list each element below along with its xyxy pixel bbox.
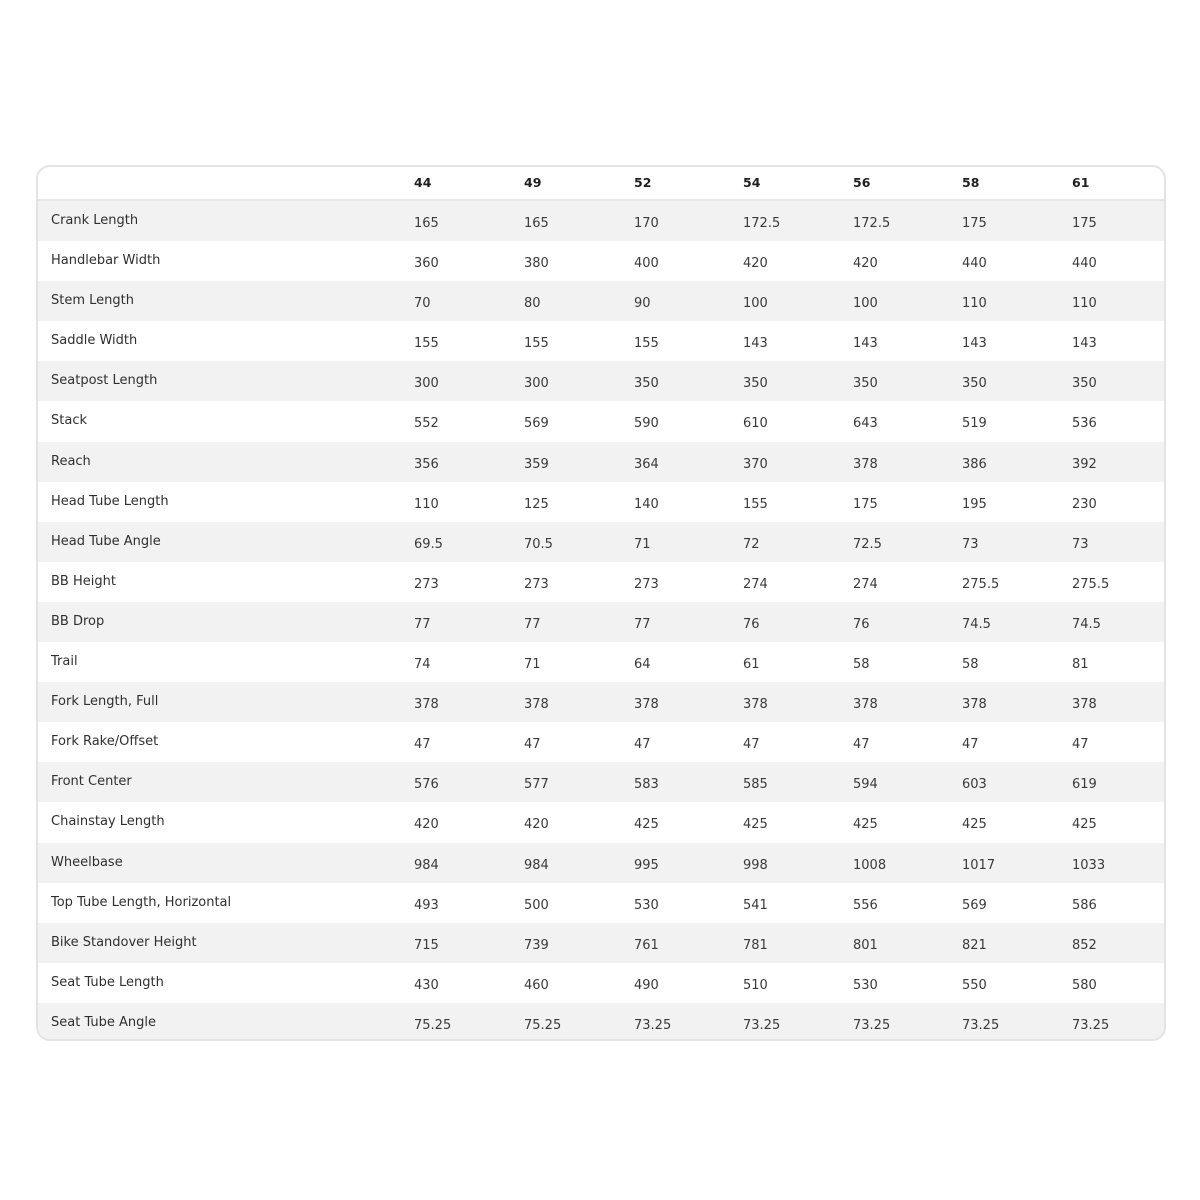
row-label: Trail xyxy=(51,654,78,670)
table-cell: 350 xyxy=(962,376,987,392)
table-cell: 801 xyxy=(853,937,878,953)
table-cell: 1017 xyxy=(962,857,996,873)
row-label: Head Tube Length xyxy=(51,493,169,509)
table-cell: 175 xyxy=(962,216,987,231)
table-cell: 490 xyxy=(634,977,659,993)
table-cell: 75.25 xyxy=(524,1017,562,1033)
table-row xyxy=(38,963,1164,1003)
table-cell: 273 xyxy=(524,576,549,592)
table-row xyxy=(38,602,1164,642)
table-cell: 378 xyxy=(743,697,768,713)
table-cell: 73.25 xyxy=(634,1017,672,1033)
table-row xyxy=(38,522,1164,562)
table-cell: 175 xyxy=(1072,216,1097,231)
table-cell: 61 xyxy=(743,657,760,673)
row-label: Fork Length, Full xyxy=(51,694,159,710)
table-cell: 274 xyxy=(853,576,878,592)
table-cell: 143 xyxy=(962,336,987,352)
table-cell: 552 xyxy=(414,416,439,432)
table-cell: 175 xyxy=(853,496,878,512)
table-cell: 550 xyxy=(962,977,987,993)
table-cell: 541 xyxy=(743,897,768,913)
table-cell: 580 xyxy=(1072,977,1097,993)
table-cell: 400 xyxy=(634,256,659,272)
table-cell: 998 xyxy=(743,857,768,873)
table-cell: 58 xyxy=(962,657,979,673)
table-row xyxy=(38,562,1164,602)
table-cell: 47 xyxy=(962,737,979,753)
table-cell: 360 xyxy=(414,256,439,272)
table-cell: 47 xyxy=(414,737,431,753)
table-cell: 556 xyxy=(853,897,878,913)
row-label: Head Tube Angle xyxy=(51,533,161,549)
table-row xyxy=(38,923,1164,963)
table-cell: 100 xyxy=(743,296,768,312)
table-cell: 300 xyxy=(414,376,439,392)
row-label: Saddle Width xyxy=(51,333,138,349)
table-cell: 350 xyxy=(853,376,878,392)
table-cell: 715 xyxy=(414,937,439,953)
table-cell: 392 xyxy=(1072,456,1097,472)
table-cell: 69.5 xyxy=(414,536,443,552)
table-cell: 536 xyxy=(1072,416,1097,432)
table-cell: 47 xyxy=(1072,737,1089,753)
row-label: Stem Length xyxy=(51,293,134,309)
table-cell: 110 xyxy=(962,296,987,312)
table-cell: 440 xyxy=(1072,256,1097,272)
table-cell: 420 xyxy=(743,256,768,272)
table-row xyxy=(38,442,1164,482)
table-cell: 143 xyxy=(743,336,768,352)
row-label: Seatpost Length xyxy=(51,373,158,389)
table-cell: 530 xyxy=(634,897,659,913)
table-cell: 440 xyxy=(962,256,987,272)
table-cell: 273 xyxy=(414,576,439,592)
table-cell: 420 xyxy=(414,817,439,833)
table-cell: 761 xyxy=(634,937,659,953)
table-cell: 590 xyxy=(634,416,659,432)
row-label: Front Center xyxy=(51,774,132,790)
table-cell: 519 xyxy=(962,416,987,432)
table-cell: 140 xyxy=(634,496,659,512)
column-header-size: 54 xyxy=(743,175,761,190)
table-cell: 586 xyxy=(1072,897,1097,913)
table-row xyxy=(38,682,1164,722)
geometry-table xyxy=(36,165,1166,1041)
table-cell: 143 xyxy=(853,336,878,352)
table-cell: 460 xyxy=(524,977,549,993)
table-cell: 77 xyxy=(634,616,651,632)
column-header-size: 58 xyxy=(962,175,980,190)
table-row xyxy=(38,762,1164,802)
table-cell: 425 xyxy=(853,817,878,833)
row-label: Bike Standover Height xyxy=(51,934,197,950)
table-cell: 90 xyxy=(634,296,651,312)
row-label: Fork Rake/Offset xyxy=(51,734,159,750)
table-cell: 58 xyxy=(853,657,870,673)
table-cell: 47 xyxy=(524,737,541,753)
row-label: Reach xyxy=(51,453,91,469)
table-cell: 274 xyxy=(743,576,768,592)
table-cell: 155 xyxy=(524,336,549,352)
table-row xyxy=(38,722,1164,762)
table-cell: 378 xyxy=(853,456,878,472)
table-cell: 75.25 xyxy=(414,1017,452,1033)
table-cell: 530 xyxy=(853,977,878,993)
table-cell: 172.5 xyxy=(853,216,891,231)
table-cell: 852 xyxy=(1072,937,1097,953)
table-cell: 350 xyxy=(1072,376,1097,392)
table-cell: 356 xyxy=(414,456,439,472)
table-cell: 386 xyxy=(962,456,987,472)
table-cell: 425 xyxy=(962,817,987,833)
column-header-size: 49 xyxy=(524,175,542,190)
table-cell: 643 xyxy=(853,416,878,432)
table-cell: 583 xyxy=(634,777,659,793)
table-cell: 425 xyxy=(1072,817,1097,833)
table-cell: 425 xyxy=(743,817,768,833)
table-cell: 81 xyxy=(1072,657,1089,673)
table-body xyxy=(38,201,1164,1041)
table-cell: 378 xyxy=(524,697,549,713)
table-cell: 420 xyxy=(524,817,549,833)
table-cell: 577 xyxy=(524,777,549,793)
table-cell: 47 xyxy=(634,737,651,753)
table-cell: 74 xyxy=(414,657,431,673)
table-row xyxy=(38,843,1164,883)
table-cell: 576 xyxy=(414,777,439,793)
table-cell: 1033 xyxy=(1072,857,1106,873)
table-cell: 47 xyxy=(743,737,760,753)
table-cell: 378 xyxy=(634,697,659,713)
table-cell: 47 xyxy=(853,737,870,753)
table-cell: 73 xyxy=(1072,536,1089,552)
table-cell: 170 xyxy=(634,216,659,231)
table-cell: 125 xyxy=(524,496,549,512)
table-cell: 275.5 xyxy=(962,576,1000,592)
table-cell: 155 xyxy=(414,336,439,352)
table-cell: 73.25 xyxy=(1072,1017,1110,1033)
table-cell: 610 xyxy=(743,416,768,432)
table-cell: 110 xyxy=(414,496,439,512)
table-cell: 781 xyxy=(743,937,768,953)
table-cell: 72 xyxy=(743,536,760,552)
table-cell: 70 xyxy=(414,296,431,312)
table-cell: 510 xyxy=(743,977,768,993)
row-label: Crank Length xyxy=(51,213,139,228)
row-label: Chainstay Length xyxy=(51,814,165,830)
table-cell: 110 xyxy=(1072,296,1097,312)
table-cell: 273 xyxy=(634,576,659,592)
table-cell: 585 xyxy=(743,777,768,793)
table-cell: 76 xyxy=(853,616,870,632)
table-cell: 195 xyxy=(962,496,987,512)
table-cell: 300 xyxy=(524,376,549,392)
table-cell: 73.25 xyxy=(743,1017,781,1033)
table-cell: 74.5 xyxy=(1072,616,1101,632)
table-cell: 995 xyxy=(634,857,659,873)
table-cell: 64 xyxy=(634,657,651,673)
table-row xyxy=(38,401,1164,441)
table-cell: 364 xyxy=(634,456,659,472)
table-cell: 77 xyxy=(414,616,431,632)
table-cell: 165 xyxy=(524,216,549,231)
table-cell: 77 xyxy=(524,616,541,632)
table-header xyxy=(38,167,1164,201)
table-cell: 73 xyxy=(962,536,979,552)
table-cell: 984 xyxy=(524,857,549,873)
table-cell: 73.25 xyxy=(853,1017,891,1033)
table-cell: 603 xyxy=(962,777,987,793)
table-cell: 350 xyxy=(743,376,768,392)
table-cell: 380 xyxy=(524,256,549,272)
table-row xyxy=(38,241,1164,281)
column-header-size: 61 xyxy=(1072,175,1090,190)
table-cell: 378 xyxy=(962,697,987,713)
table-cell: 739 xyxy=(524,937,549,953)
table-cell: 275.5 xyxy=(1072,576,1110,592)
row-label: Stack xyxy=(51,413,87,429)
table-cell: 70.5 xyxy=(524,536,553,552)
table-cell: 569 xyxy=(524,416,549,432)
table-cell: 420 xyxy=(853,256,878,272)
column-header-size: 52 xyxy=(634,175,652,190)
table-cell: 430 xyxy=(414,977,439,993)
table-cell: 80 xyxy=(524,296,541,312)
table-cell: 172.5 xyxy=(743,216,781,231)
table-cell: 594 xyxy=(853,777,878,793)
row-label: Wheelbase xyxy=(51,854,123,870)
row-label: Handlebar Width xyxy=(51,253,161,269)
table-row xyxy=(38,1003,1164,1041)
table-cell: 155 xyxy=(743,496,768,512)
table-cell: 71 xyxy=(634,536,651,552)
table-cell: 378 xyxy=(1072,697,1097,713)
row-label: Top Tube Length, Horizontal xyxy=(51,894,232,910)
table-cell: 378 xyxy=(414,697,439,713)
table-cell: 984 xyxy=(414,857,439,873)
table-cell: 72.5 xyxy=(853,536,882,552)
table-row xyxy=(38,361,1164,401)
table-cell: 155 xyxy=(634,336,659,352)
table-cell: 500 xyxy=(524,897,549,913)
table-cell: 73.25 xyxy=(962,1017,1000,1033)
table-row xyxy=(38,802,1164,842)
table-row xyxy=(38,281,1164,321)
table-cell: 143 xyxy=(1072,336,1097,352)
table-cell: 100 xyxy=(853,296,878,312)
table-cell: 370 xyxy=(743,456,768,472)
table-cell: 569 xyxy=(962,897,987,913)
row-label: BB Height xyxy=(51,573,116,589)
row-label: BB Drop xyxy=(51,613,105,629)
table-row xyxy=(38,321,1164,361)
table-cell: 71 xyxy=(524,657,541,673)
table-cell: 359 xyxy=(524,456,549,472)
table-row xyxy=(38,201,1164,241)
table-cell: 350 xyxy=(634,376,659,392)
table-cell: 619 xyxy=(1072,777,1097,793)
table-cell: 230 xyxy=(1072,496,1097,512)
table-cell: 821 xyxy=(962,937,987,953)
column-header-size: 44 xyxy=(414,175,432,190)
column-header-size: 56 xyxy=(853,175,871,190)
table-cell: 425 xyxy=(634,817,659,833)
table-cell: 76 xyxy=(743,616,760,632)
table-cell: 165 xyxy=(414,216,439,231)
table-cell: 1008 xyxy=(853,857,887,873)
row-label: Seat Tube Length xyxy=(51,974,164,990)
table-row xyxy=(38,482,1164,522)
table-cell: 378 xyxy=(853,697,878,713)
table-cell: 493 xyxy=(414,897,439,913)
table-row xyxy=(38,883,1164,923)
row-label: Seat Tube Angle xyxy=(51,1014,157,1030)
table-row xyxy=(38,642,1164,682)
table-cell: 74.5 xyxy=(962,616,991,632)
